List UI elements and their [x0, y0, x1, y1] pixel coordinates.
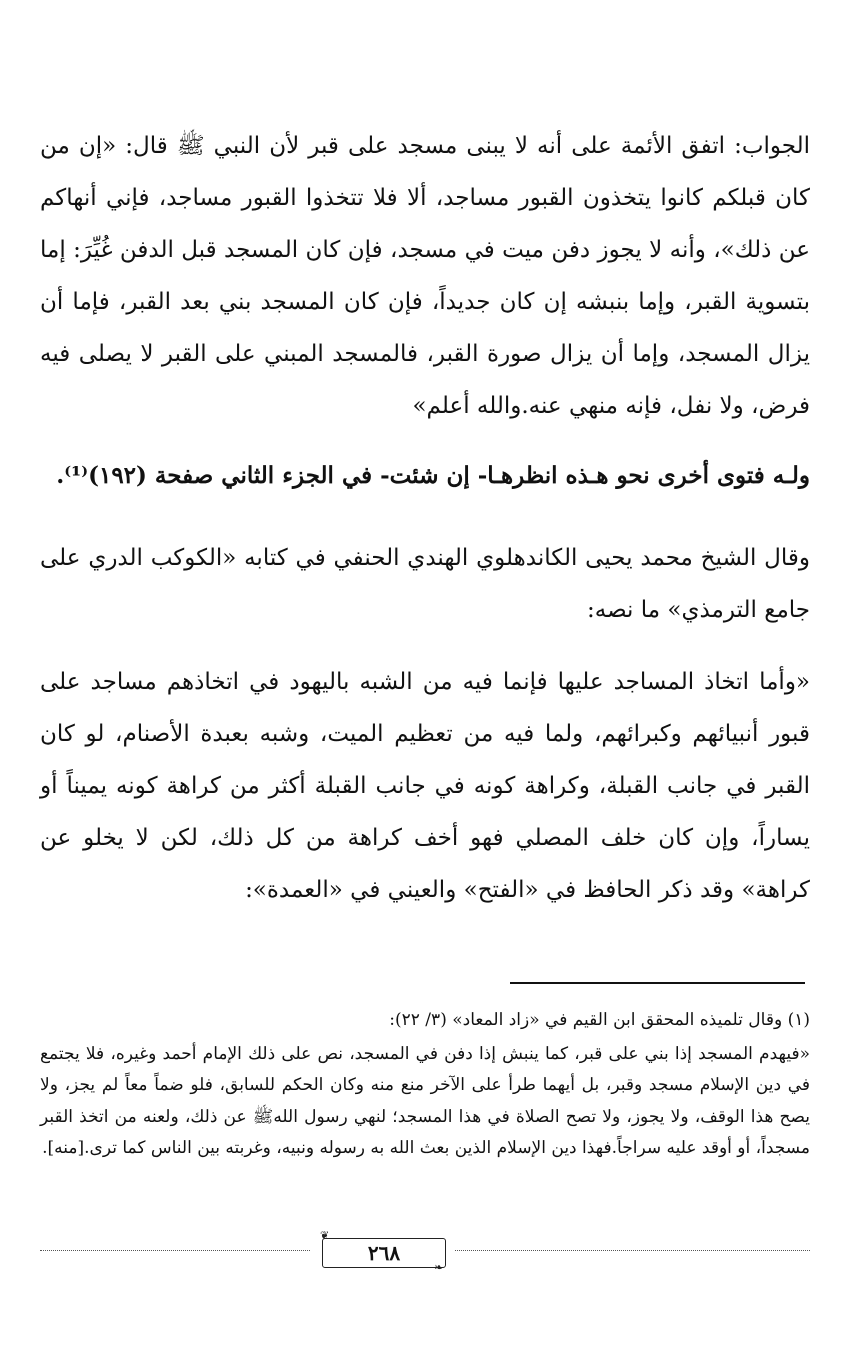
- ornament-icon: ❦: [320, 1229, 330, 1242]
- page-number-text: ٢٦٨: [367, 1241, 401, 1265]
- footnote-heading: (١) وقال تلميذه المحقق ابن القيم في «زاد المعاد» (٣/ ٢٢):: [389, 1010, 810, 1030]
- page-bottom-rule-right: [455, 1250, 810, 1251]
- paragraph-kandhlawi-intro: وقال الشيخ محمد يحيى الكاندهلوي الهندي الحنفي في كتابه «الكوكب الدري على جامع الترمذي» ما نصه:: [40, 545, 810, 623]
- paragraph-kandhlawi-quote: «وأما اتخاذ المساجد عليها فإنما فيه من الشبه باليهود في اتخاذهم مساجد على قبور أنبيائهم وكبرائهم، ولما فيه من تعظيم الميت، وشبه بعبدة الأصنام، لو كان القبر في جانب القبلة، وكراهة كونه في جانب القبلة أكثر من كراهة كونه يميناً أو يساراً، وإن كان خلف المصلي فهو أخف كراهة من كل ذلك، لكن لا يخلو عن كراهة» وقد ذكر الحافظ في «الفتح» والعيني في «العمدة»:: [40, 669, 810, 903]
- page-number: [322, 1238, 446, 1268]
- footnote-body: «فيهدم المسجد إذا بني على قبر، كما ينبش إذا دفن في المسجد، نص على ذلك الإمام أحمد وغيره، فلا يجتمع في دين الإسلام مسجد وقبر، بل أيهما طرأ على الآخر منع منه وكان الحكم للسابق، فلو ضماً معاً لم يجز، ولا يصح هذا الوقف، ولا يجوز، ولا تصح الصلاة في هذا المسجد؛ لنهي رسول اللهﷺ عن ذلك، ولعنه من اتخذ القبر مسجداً، أو أوقد عليه سراجاً.فهذا دين الإسلام الذين بعث الله به رسوله ونبيه، وغربته بين الناس كما ترى.[منه].: [40, 1043, 810, 1158]
- page-bottom-rule-left: [40, 1250, 310, 1251]
- footnote-separator: [510, 982, 805, 984]
- footnote-section: [40, 1005, 810, 1165]
- paragraph-answer: الجواب: اتفق الأئمة على أنه لا يبنى مسجد على قبر لأن النبي ﷺ قال: «إن من كان قبلكم كانوا يتخذون القبور مساجد، ألا فلا تتخذوا القبور مساجد، فإني أنهاكم عن ذلك»، وأنه لا يجوز دفن ميت في مسجد، فإن كان المسجد قبل الدفن غُيِّرَ: إما بتسوية القبر، وإما بنبشه إن كان جديداً، فإن كان المسجد بني بعد القبر، فإما أن يزال المسجد، وإما أن يزال صورة القبر، فالمسجد المبني على القبر لا يصلى فيه فرض، ولا نفل، فإنه منهي عنه.والله أعلم»: [40, 133, 810, 419]
- paragraph-other-fatwa: ولـه فتوى أخرى نحو هـذه انظرهـا- إن شئت- في الجزء الثاني صفحة (١٩٢)⁽¹⁾.: [56, 462, 810, 489]
- ornament-icon: ❧: [434, 1261, 444, 1274]
- main-text-body: [40, 120, 810, 916]
